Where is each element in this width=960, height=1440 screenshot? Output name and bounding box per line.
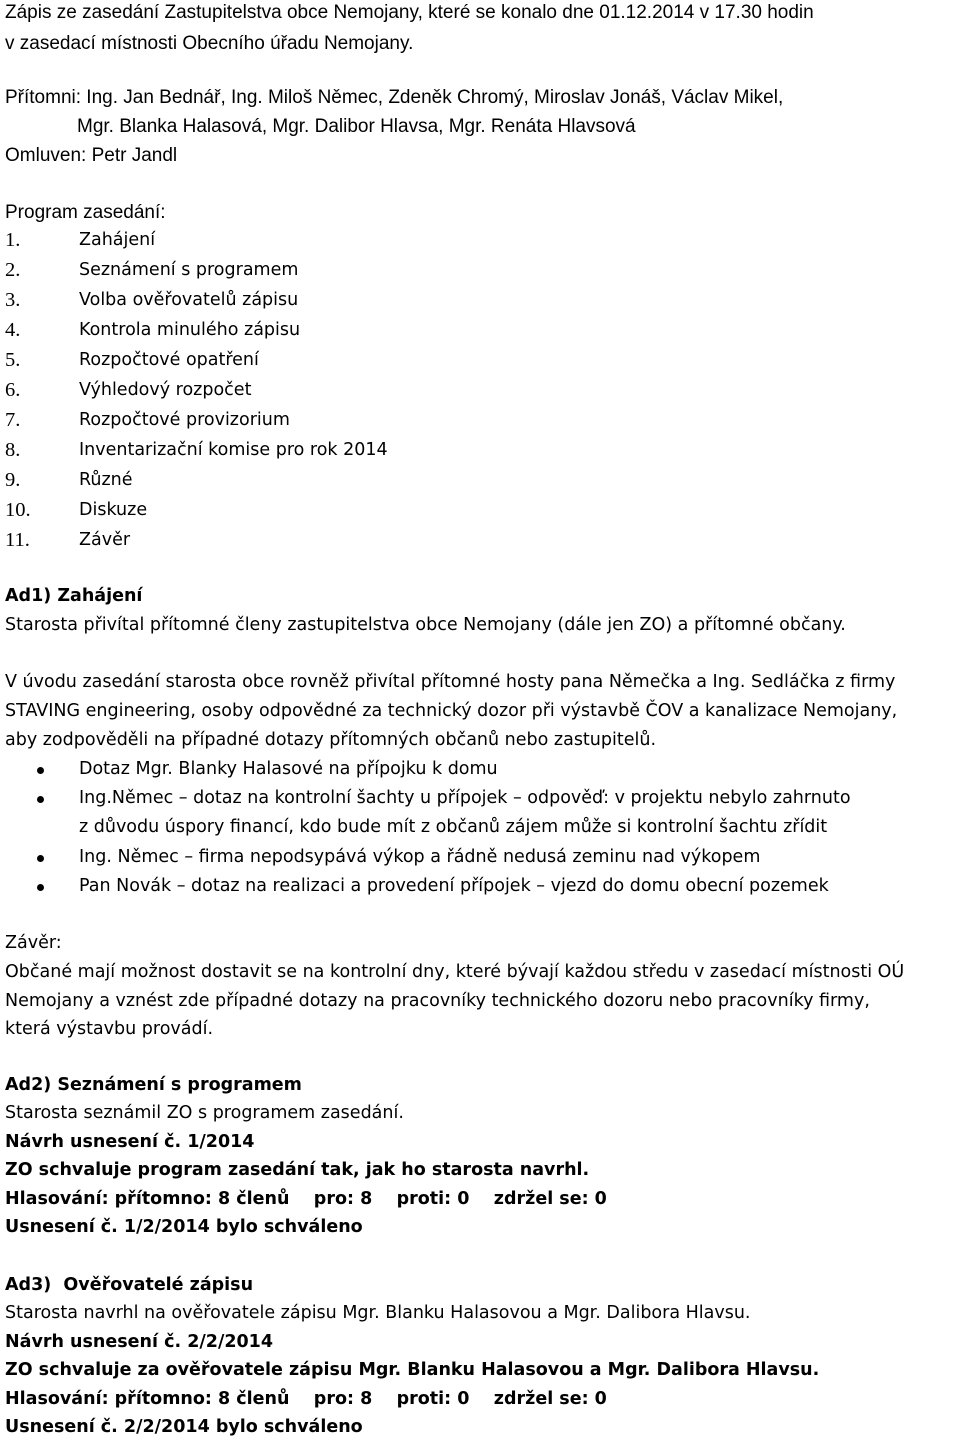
program-item-text: Kontrola minulého zápisu (79, 320, 301, 340)
program-item-number: 11. (5, 529, 30, 551)
program-item-text: Různé (79, 470, 133, 490)
ad1-paragraph-1: Starosta přivítal přítomné členy zastupitelstva obce Nemojany (dále jen ZO) a přítomné občany. (5, 615, 846, 635)
bullet-icon (37, 767, 44, 774)
program-item-number: 2. (5, 259, 21, 281)
program-item-number: 9. (5, 469, 21, 491)
program-item-number: 7. (5, 409, 21, 431)
bullet-item-continuation: z důvodu úspory financí, kdo bude mít z občanů zájem může si kontrolní šachtu zřídit (79, 817, 828, 837)
program-item-text: Volba ověřovatelů zápisu (79, 290, 299, 310)
conclusion-line-2: Nemojany a vznést zde případné dotazy na pracovníky technického dozoru nebo pracovníky firmy, (5, 991, 870, 1011)
present-members-line-1: Přítomni: Ing. Jan Bednář, Ing. Miloš Němec, Zdeněk Chromý, Miroslav Jonáš, Václav Mikel, (5, 87, 784, 108)
program-item-number: 5. (5, 349, 21, 371)
present-members-line-2: Mgr. Blanka Halasová, Mgr. Dalibor Hlavsa, Mgr. Renáta Hlavsová (77, 116, 636, 137)
ad2-heading: Ad2) Seznámení s programem (5, 1075, 302, 1095)
program-item-number: 3. (5, 289, 21, 311)
program-item-text: Rozpočtové opatření (79, 350, 259, 370)
program-item-text: Diskuze (79, 500, 148, 520)
ad3-heading: Ad3) Ověřovatelé zápisu (5, 1275, 254, 1295)
ad3-proposal: Návrh usnesení č. 2/2/2014 (5, 1332, 274, 1352)
bullet-item: Dotaz Mgr. Blanky Halasové na přípojku k domu (79, 759, 498, 779)
ad2-resolution: ZO schvaluje program zasedání tak, jak ho starosta navrhl. (5, 1160, 590, 1180)
bullet-item: Ing.Němec – dotaz na kontrolní šachty u přípojek – odpověď: v projektu nebylo zahrnuto (79, 788, 851, 808)
bullet-icon (37, 796, 44, 803)
ad2-proposal: Návrh usnesení č. 1/2014 (5, 1132, 255, 1152)
ad3-result: Usnesení č. 2/2/2014 bylo schváleno (5, 1417, 363, 1437)
program-item-text: Rozpočtové provizorium (79, 410, 290, 430)
document-title-line-2: v zasedací místnosti Obecního úřadu Nemojany. (5, 33, 414, 54)
program-item-number: 6. (5, 379, 21, 401)
program-item-number: 8. (5, 439, 21, 461)
ad2-text: Starosta seznámil ZO s programem zasedání. (5, 1103, 404, 1123)
bullet-icon (37, 884, 44, 891)
conclusion-line-1: Občané mají možnost dostavit se na kontrolní dny, které bývají každou středu v zasedací místnosti OÚ (5, 962, 905, 982)
conclusion-line-3: která výstavbu provádí. (5, 1019, 214, 1039)
program-item-text: Výhledový rozpočet (79, 380, 252, 400)
program-item-number: 4. (5, 319, 21, 341)
bullet-item: Pan Novák – dotaz na realizaci a provedení přípojek – vjezd do domu obecní pozemek (79, 876, 829, 896)
program-item-text: Seznámení s programem (79, 260, 299, 280)
ad1-paragraph-2-line-1: V úvodu zasedání starosta obce rovněž přivítal přítomné hosty pana Němečka a Ing. Sedláčka z firmy (5, 672, 896, 692)
ad3-resolution: ZO schvaluje za ověřovatele zápisu Mgr. Blanku Halasovou a Mgr. Dalibora Hlavsu. (5, 1360, 820, 1380)
bullet-item: Ing. Němec – firma nepodsypává výkop a řádně nedusá zeminu nad výkopem (79, 847, 761, 867)
ad1-heading: Ad1) Zahájení (5, 586, 143, 606)
program-item-text: Závěr (79, 530, 131, 550)
document-title-line-1: Zápis ze zasedání Zastupitelstva obce Nemojany, které se konalo dne 01.12.2014 v 17.30 hodin (5, 2, 814, 23)
absent-members: Omluven: Petr Jandl (5, 145, 178, 166)
ad3-vote: Hlasování: přítomno: 8 členů pro: 8 proti: 0 zdržel se: 0 (5, 1389, 607, 1409)
ad2-result: Usnesení č. 1/2/2014 bylo schváleno (5, 1217, 363, 1237)
ad1-paragraph-2-line-3: aby zodpověděli na případné dotazy přítomných občanů nebo zastupitelů. (5, 730, 657, 750)
ad3-text: Starosta navrhl na ověřovatele zápisu Mgr. Blanku Halasovou a Mgr. Dalibora Hlavsu. (5, 1303, 751, 1323)
program-item-text: Zahájení (79, 230, 156, 250)
program-heading: Program zasedání: (5, 202, 166, 223)
program-item-text: Inventarizační komise pro rok 2014 (79, 440, 388, 460)
program-item-number: 10. (5, 499, 31, 521)
ad2-vote: Hlasování: přítomno: 8 členů pro: 8 proti: 0 zdržel se: 0 (5, 1189, 607, 1209)
conclusion-label: Závěr: (5, 933, 62, 953)
ad1-paragraph-2-line-2: STAVING engineering, osoby odpovědné za technický dozor při výstavbě ČOV a kanalizace Nemojany, (5, 701, 898, 721)
program-item-number: 1. (5, 229, 21, 251)
bullet-icon (37, 855, 44, 862)
